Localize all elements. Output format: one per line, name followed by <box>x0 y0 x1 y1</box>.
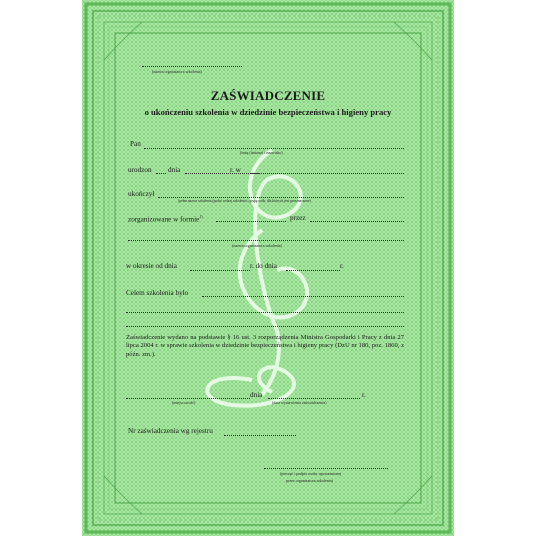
birth-place-line[interactable] <box>250 173 404 174</box>
register-number-line[interactable] <box>224 435 296 436</box>
legal-basis-text: Zaświadczenie wydano na podstawie § 16 ust. 3 rozporządzenia Ministra Gospodarki i Pracy z dnia 27 lipca 2004 r. w sprawie szkolenia w dziedzinie bezpieczeństwa i higieny pracy (DzU nr 180, poz. 1860, z późn. zm.). <box>126 334 404 358</box>
year-suffix: r. w <box>230 166 241 174</box>
period-end: r. <box>340 262 344 270</box>
issue-date-line[interactable] <box>268 398 360 399</box>
signature-caption-line1: (pieczęć i podpis osoby upoważnionej <box>280 471 342 476</box>
period-from-label: w okresie od dnia <box>126 262 177 270</box>
born-suffix-line[interactable] <box>156 173 166 174</box>
date-suffix: r. <box>362 391 366 399</box>
training-caption: (pełna nazwa szkolenia (podać rodzaj szkolenia i grupę osób, dla których jest przeznaczone) <box>178 199 311 203</box>
training-line[interactable] <box>158 197 404 198</box>
certificate-subtitle: o ukończeniu szkolenia w dziedzinie bezpieczeństwa i higieny pracy <box>144 107 392 117</box>
name-line[interactable] <box>144 148 404 149</box>
period-from-line[interactable] <box>190 270 250 271</box>
period-to-label: r. do dnia <box>250 262 277 270</box>
organizer-name-line[interactable] <box>128 240 404 241</box>
issue-date-caption: (data wystawienia zaświadczenia) <box>272 400 327 405</box>
organized-label: zorganizowane w formie$^{1)}$ <box>128 214 203 224</box>
pan-label: Pan <box>130 140 141 148</box>
certificate-title: ZAŚWIADCZENIE <box>210 88 326 103</box>
purpose-line-1[interactable] <box>202 296 404 297</box>
signature-line[interactable] <box>264 468 388 469</box>
day-label: dnia <box>168 166 181 174</box>
period-to-line[interactable] <box>286 270 340 271</box>
watermark-monogram <box>207 150 307 406</box>
purpose-line-3[interactable] <box>126 326 404 327</box>
place-line[interactable] <box>126 398 250 399</box>
organizer-name-caption: (nazwa organizatora szkolenia) <box>232 243 282 248</box>
certificate-form <box>82 0 454 536</box>
form-line[interactable] <box>216 221 286 222</box>
date-label: dnia <box>250 391 263 399</box>
signature-caption-line2: przez organizatora szkolenia) <box>286 478 334 483</box>
purpose-line-2[interactable] <box>126 312 404 313</box>
place-caption: (miejscowość) <box>172 400 196 405</box>
register-label: Nr zaświadczenia wg rejestru <box>128 427 213 435</box>
name-caption: (imię (imiona) i nazwisko) <box>240 150 283 155</box>
by-label: przez <box>290 214 306 222</box>
completed-label: ukończył <box>128 190 155 198</box>
by-line[interactable] <box>310 221 404 222</box>
organizer-caption: (nazwa organizatora szkolenia) <box>152 69 202 74</box>
organizer-line <box>142 66 242 67</box>
born-label: urodzon <box>128 166 152 174</box>
birth-date-line[interactable] <box>185 173 259 174</box>
purpose-label: Celem szkolenia było <box>126 289 189 297</box>
